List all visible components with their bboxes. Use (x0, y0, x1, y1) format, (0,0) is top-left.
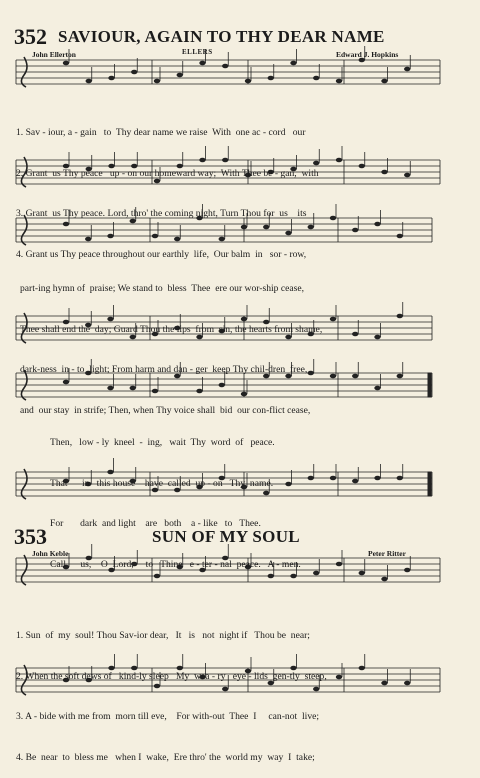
lyric-line: and our stay in strife; Then, when Thy voice shall bid our con-flict cease, (20, 404, 311, 416)
lyric-line: 2. When the soft dews of kind-ly sleep My wea - ry eye - lids gen-tly steep, (16, 670, 327, 682)
note-head (290, 61, 296, 66)
note-head (268, 76, 274, 81)
lyric-line: 3. Grant us Thy peace. Lord, thro' the coming night, Turn Thou for us its (16, 208, 307, 219)
note-head (63, 61, 69, 66)
lyric-line: For dark and light are both a - like to Thee. (50, 518, 261, 529)
lyric-line: part-ing hymn of praise; We stand to bless Thee ere our wor-ship cease, (20, 283, 305, 294)
lyric-line: 1. Sun of my soul! Thou Sav-ior dear, It is not night if Thou be near; (16, 630, 310, 641)
lyric-line: 1. Sav - iour, a - gain to Thy dear name we raise With one ac - cord our (16, 127, 306, 138)
note-head (177, 73, 183, 78)
hymn-tune-352: ELLERS (182, 48, 213, 56)
lyric-line: Thee shall end the day; Guard Thou the lips from sin, the hearts from shame, (20, 323, 323, 335)
note-head (404, 67, 410, 72)
note-head (381, 79, 387, 84)
note-head (222, 64, 228, 69)
note-head (108, 76, 114, 81)
note-head (336, 79, 342, 84)
hymn-composer-353: Peter Ritter (368, 549, 406, 558)
note-head (245, 79, 251, 84)
lyric-line: dark-ness in - to light; From harm and dan - ger keep Thy chil-dren free, (20, 364, 308, 375)
hymn-composer-352: Edward J. Hopkins (336, 50, 399, 59)
hymn-number-353: 353 (14, 524, 47, 549)
note-head (131, 70, 137, 75)
hymn-title-353: SUN OF MY SOUL (152, 527, 300, 546)
lyric-line: That in this house have called up - on Thy name. (50, 477, 274, 489)
lyric-line: 2. Grant us Thy peace up - on our homeward way; With Thee be - gan, with (16, 167, 319, 179)
lyrics-system-2 (20, 255, 468, 431)
lyrics-hymn-353 (16, 602, 464, 778)
lyric-line: 3. A - bide with me from morn till eve, For with-out Thee I can-not live; (16, 711, 320, 722)
note-head (154, 79, 160, 84)
hymn-number-352: 352 (14, 24, 47, 49)
lyric-line: 4. Grant us Thy peace throughout our earthly life, Our balm in sor - row, (16, 248, 307, 260)
lyric-line: 4. Be near to bless me when I wake, Ere thro' the world my way I take; (16, 751, 315, 763)
hymn-author-352: John Ellerton (32, 50, 76, 59)
lyrics-system-3 (50, 409, 480, 585)
hymn-author-353: John Keble (32, 549, 69, 558)
lyrics-system-1 (16, 99, 464, 275)
hymn-title-352: SAVIOUR, AGAIN TO THY DEAR NAME (58, 27, 385, 46)
note-head (86, 79, 92, 84)
note-head (313, 76, 319, 81)
lyric-line: Call us, O Lord, to Thine e - ter - nal peace. A - men. (50, 558, 301, 570)
lyric-line: Then, low - ly kneel - ing, wait Thy word of peace. (50, 437, 275, 448)
note-head (199, 61, 205, 66)
